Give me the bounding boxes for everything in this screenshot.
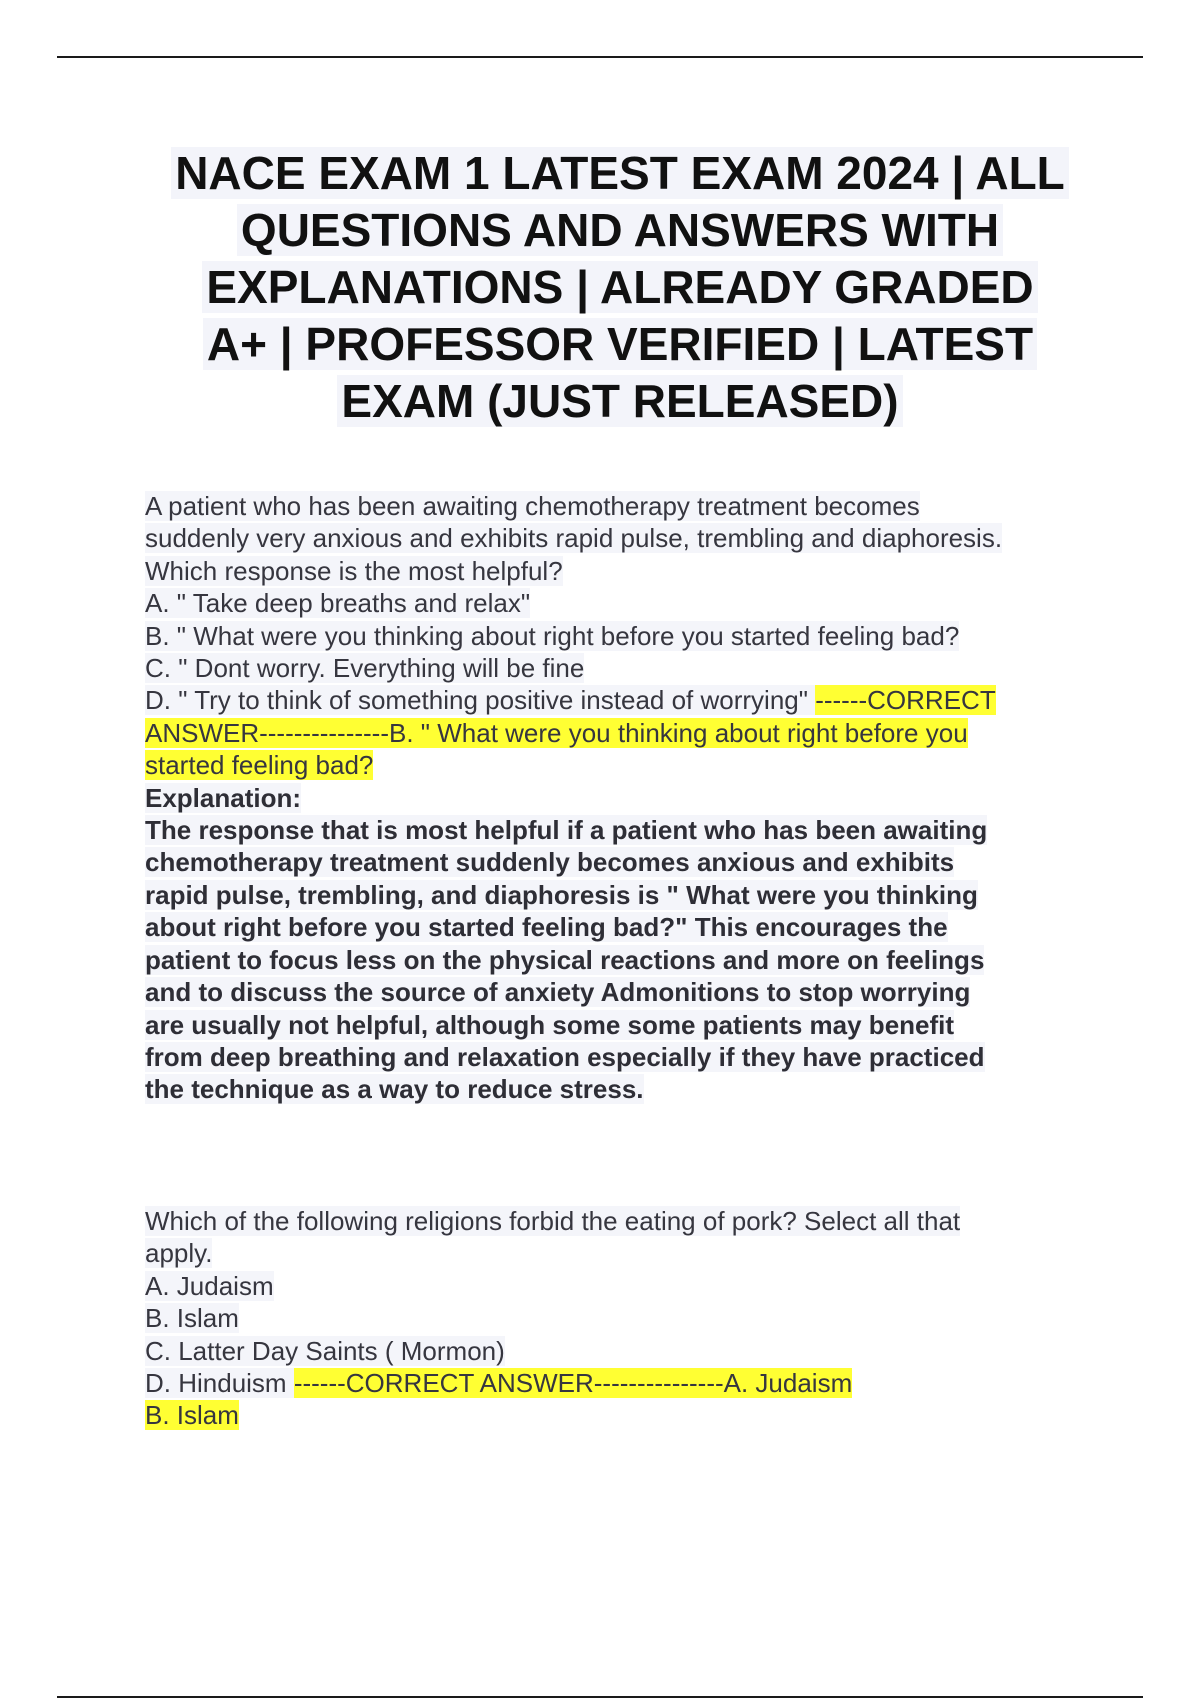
answer-option: C. Latter Day Saints ( Mormon) [145, 1335, 505, 1366]
title-line: EXAM (JUST RELEASED) [120, 373, 1120, 430]
question-stem-line: Which of the following religions forbid the eating of pork? Select all that [145, 1206, 961, 1236]
answer-option: B. " What were you thinking about right before you started feeling bad? [145, 620, 960, 651]
answer-option: A. " Take deep breaths and relax" [145, 588, 531, 619]
explanation-line: are usually not helpful, although some some patients may benefit [145, 1009, 955, 1040]
option-d-text: D. " Try to think of something positive instead of worrying" [145, 685, 816, 716]
explanation-line: chemotherapy treatment suddenly becomes anxious and exhibits [145, 847, 955, 878]
question-1 [145, 490, 1095, 1106]
correct-answer-highlight: ------CORRECT ANSWER---------------A. Judaism [293, 1368, 853, 1399]
answer-option: B. Islam [145, 1303, 239, 1334]
explanation-line: rapid pulse, trembling, and diaphoresis is " What were you thinking [145, 879, 978, 910]
explanation-line: from deep breathing and relaxation especially if they have practiced [145, 1041, 985, 1072]
question-stem-line: suddenly very anxious and exhibits rapid pulse, trembling and diaphoresis. [145, 523, 1003, 554]
option-d-text: D. Hinduism [145, 1368, 294, 1399]
title-line: A+ | PROFESSOR VERIFIED | LATEST [120, 316, 1120, 373]
title-line: NACE EXAM 1 LATEST EXAM 2024 | ALL [120, 145, 1120, 202]
answer-option: A. Judaism [145, 1270, 274, 1301]
explanation-line: The response that is most helpful if a patient who has been awaiting [145, 815, 988, 846]
correct-answer-highlight: ------CORRECT [815, 685, 996, 716]
correct-answer-line: started feeling bad? [145, 750, 374, 781]
question-2 [145, 1205, 1095, 1432]
answer-option [145, 684, 1095, 716]
top-rule [57, 56, 1143, 58]
answer-option: C. " Dont worry. Everything will be fine [145, 653, 585, 684]
answer-option [145, 1367, 1095, 1399]
question-stem-line: A patient who has been awaiting chemotherapy treatment becomes [145, 491, 920, 521]
explanation-line: about right before you started feeling bad?" This encourages the [145, 912, 948, 943]
title-line: EXPLANATIONS | ALREADY GRADED [120, 259, 1120, 316]
correct-answer-line: B. Islam [145, 1400, 239, 1431]
explanation-line: and to discuss the source of anxiety Admonitions to stop worrying [145, 977, 971, 1008]
title-line: QUESTIONS AND ANSWERS WITH [120, 202, 1120, 259]
explanation-line: patient to focus less on the physical reactions and more on feelings [145, 944, 985, 975]
question-stem-line: Which response is the most helpful? [145, 555, 563, 586]
explanation-line: the technique as a way to reduce stress. [145, 1074, 644, 1105]
bottom-rule [57, 1696, 1143, 1698]
correct-answer-line: ANSWER---------------B. " What were you thinking about right before you [145, 717, 968, 748]
document-title [120, 145, 1120, 430]
question-stem-line: apply. [145, 1238, 213, 1269]
explanation-label: Explanation: [145, 782, 302, 813]
